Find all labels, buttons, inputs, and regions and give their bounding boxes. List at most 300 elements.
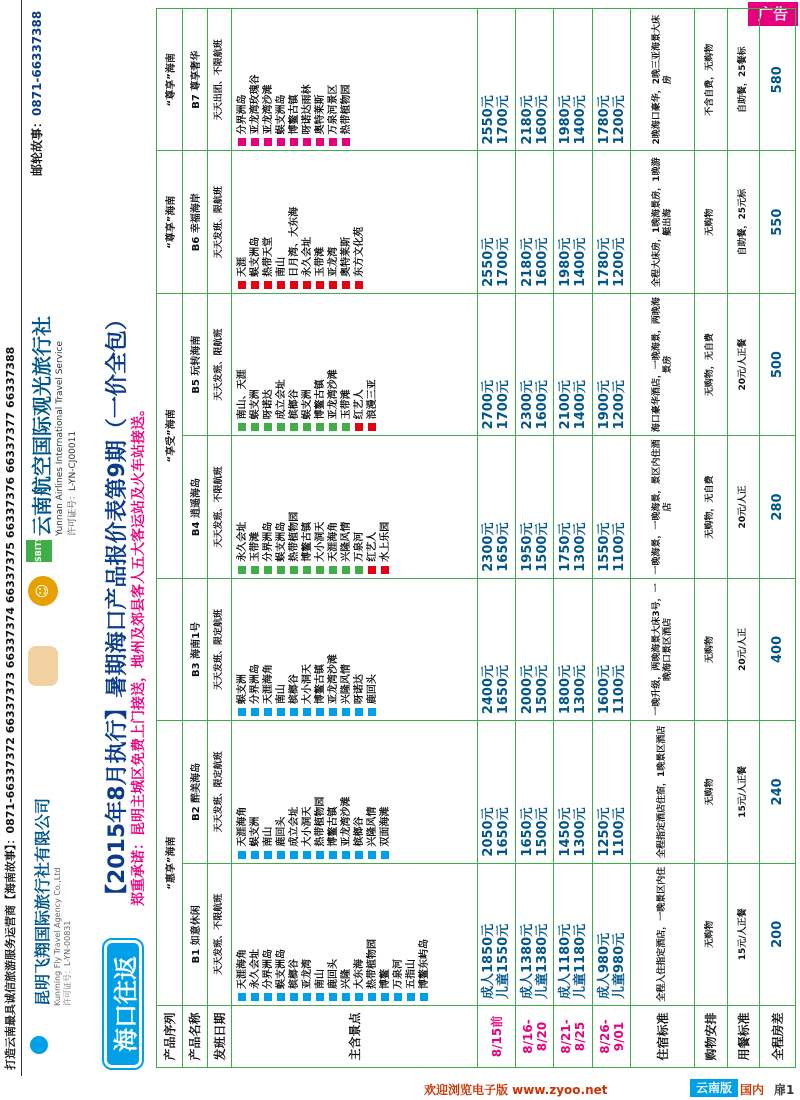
footer xyxy=(0,1078,800,1100)
child-price: 1100元 xyxy=(611,664,627,715)
spot-item xyxy=(327,155,340,288)
meal-cell: 20元/人正餐 xyxy=(727,293,759,435)
supplement-cell: 500 xyxy=(759,293,795,435)
spot-name: 亚龙湾沙滩 xyxy=(327,654,339,705)
bullet-square-icon xyxy=(368,851,376,859)
spot-name: 热带植物园 xyxy=(288,511,300,562)
child-price: 1500元 xyxy=(534,664,550,715)
date-cell: 8/15前 xyxy=(477,1006,515,1068)
child-price: 1700元 xyxy=(496,95,512,145)
spot-item xyxy=(288,440,301,573)
bullet-square-icon xyxy=(342,993,350,1001)
adult-price: 1900元 xyxy=(596,380,612,430)
shopping-cell: 无购物 xyxy=(695,863,727,1005)
series-xiangshou: “享受”海南 xyxy=(157,293,183,578)
spot-list xyxy=(231,9,477,151)
adult-price: 成人1380元 xyxy=(519,923,535,999)
date-cell: 8/26-9/01 xyxy=(592,1006,630,1068)
spot-item xyxy=(275,13,288,146)
child-price: 儿童980元 xyxy=(611,932,627,999)
product-name: B5 玩转海南 xyxy=(182,293,208,435)
child-price: 1600元 xyxy=(534,380,550,430)
price-cell xyxy=(554,721,592,863)
spot-item xyxy=(314,298,327,431)
spot-name: 南山 xyxy=(314,969,326,989)
shopping-cell: 无购物 xyxy=(695,578,727,720)
spot-item xyxy=(249,583,262,716)
bullet-square-icon xyxy=(238,423,246,431)
label-departure: 发班日期 xyxy=(208,1006,232,1068)
spot-item xyxy=(366,868,379,1001)
spot-item xyxy=(236,440,249,573)
spot-name: 槟榔谷 xyxy=(288,674,300,705)
spot-name: 热带植物园 xyxy=(314,796,326,847)
spot-list xyxy=(231,578,477,720)
spot-name: 分界洲岛 xyxy=(262,521,274,562)
spot-name: 分界洲岛 xyxy=(249,664,261,705)
spot-item xyxy=(353,440,366,573)
spot-name: 蜈支洲岛 xyxy=(275,94,287,135)
spot-item xyxy=(314,725,327,858)
spot-name: 永久会址 xyxy=(236,521,248,562)
departure: 天天出团、不限航班 xyxy=(208,9,232,151)
bullet-square-icon xyxy=(238,993,246,1001)
bullet-square-icon xyxy=(316,708,324,716)
product-name: B2 醉美海岛 xyxy=(182,721,208,863)
price-cell xyxy=(516,151,554,293)
series-huixiang: “惠享”海南 xyxy=(157,721,183,1006)
bullet-square-icon xyxy=(238,708,246,716)
spot-name: 成立会址 xyxy=(288,806,300,847)
supplement-cell: 550 xyxy=(759,151,795,293)
adult-price: 1650元 xyxy=(519,807,535,857)
spot-name: 双面海滩 xyxy=(379,806,391,847)
bullet-square-icon xyxy=(316,851,324,859)
bullet-square-icon xyxy=(329,423,337,431)
spot-item xyxy=(262,868,275,1001)
spot-item xyxy=(314,868,327,1001)
bullet-square-icon xyxy=(251,138,259,146)
bullet-square-icon xyxy=(290,281,298,289)
lodging-cell: 2晚海口豪华，2晚三亚海景大床房 xyxy=(631,9,695,151)
spot-name: 蜈支洲 xyxy=(249,816,261,847)
spot-name: 亚龙湾玫瑰谷 xyxy=(249,74,261,135)
spot-item xyxy=(353,155,366,288)
spot-name: 博鳌古镇 xyxy=(288,94,300,135)
bullet-square-icon xyxy=(342,138,350,146)
spot-item xyxy=(236,298,249,431)
bullet-square-icon xyxy=(407,993,415,1001)
spot-item xyxy=(236,868,249,1001)
bullet-square-icon xyxy=(290,993,298,1001)
spot-name: 天涯海角 xyxy=(262,664,274,705)
spot-name: 槟榔谷 xyxy=(353,816,365,847)
product-name: B6 幸福海岸 xyxy=(182,151,208,293)
adult-price: 1250元 xyxy=(596,807,612,857)
spot-name: 大小洞天 xyxy=(301,664,313,705)
spot-item xyxy=(366,440,379,573)
spot-item xyxy=(327,868,340,1001)
bullet-square-icon xyxy=(329,138,337,146)
lodging-cell: 海口豪华酒店，一晚海景，两晚海景房 xyxy=(631,293,695,435)
spot-item xyxy=(275,583,288,716)
spot-item xyxy=(340,155,353,288)
bullet-square-icon xyxy=(420,993,428,1001)
spot-item xyxy=(249,725,262,858)
spot-name: 兴隆 xyxy=(340,969,352,989)
bullet-square-icon xyxy=(277,138,285,146)
shopping-cell: 不含自费，无购物 xyxy=(695,9,727,151)
price-cell xyxy=(592,9,630,151)
bullet-square-icon xyxy=(329,993,337,1001)
spot-name: 亚龙湾沙滩 xyxy=(327,369,339,420)
spot-name: 博鳌古镇 xyxy=(314,664,326,705)
spot-item xyxy=(301,440,314,573)
spot-name: 鹿回头 xyxy=(275,816,287,847)
bullet-square-icon xyxy=(316,993,324,1001)
spot-item xyxy=(236,725,249,858)
shopping-cell: 无购物 xyxy=(695,151,727,293)
spot-item xyxy=(340,440,353,573)
spot-item xyxy=(340,13,353,146)
spot-item xyxy=(275,868,288,1001)
adult-price: 1550元 xyxy=(596,522,612,572)
product-name: B1 如意休闲 xyxy=(182,863,208,1005)
adult-price: 2550元 xyxy=(481,95,497,145)
spot-name: 呀诺达 xyxy=(262,389,274,420)
spot-name: 日月湾、大东海 xyxy=(288,206,300,277)
spot-item xyxy=(392,868,405,1001)
spot-item xyxy=(301,298,314,431)
bullet-square-icon xyxy=(238,281,246,289)
bullet-square-icon xyxy=(303,138,311,146)
spot-item xyxy=(366,583,379,716)
spot-list xyxy=(231,721,477,863)
spot-item xyxy=(262,725,275,858)
spot-item xyxy=(418,868,431,1001)
child-price: 1100元 xyxy=(611,522,627,572)
price-cell xyxy=(477,9,515,151)
spot-name: 蜈支洲岛 xyxy=(275,949,287,989)
spot-list xyxy=(231,151,477,293)
spot-name: 分界洲岛 xyxy=(262,949,274,989)
spot-name: 天涯 xyxy=(236,256,248,277)
adult-price: 2000元 xyxy=(519,664,535,715)
spot-item xyxy=(327,440,340,573)
spot-name: 大小洞天 xyxy=(314,521,326,562)
bullet-square-icon xyxy=(290,566,298,574)
price-cell xyxy=(477,721,515,863)
spot-item xyxy=(249,155,262,288)
bullet-square-icon xyxy=(251,708,259,716)
departure: 天天发班、不限航班 xyxy=(208,863,232,1005)
supplement-cell: 280 xyxy=(759,436,795,578)
spot-item xyxy=(340,725,353,858)
child-price: 1700元 xyxy=(496,380,512,430)
product-name: B4 逍遥海岛 xyxy=(182,436,208,578)
product-name: B3 海南1号 xyxy=(182,578,208,720)
spot-item xyxy=(262,13,275,146)
price-cell xyxy=(554,578,592,720)
spot-name: 永久会址 xyxy=(301,236,313,277)
adult-price: 2300元 xyxy=(481,522,497,572)
shopping-cell: 无购物 xyxy=(695,721,727,863)
mail-phone: 邮轮故事：0871-66337388 xyxy=(30,10,44,176)
spot-name: 热带植物园 xyxy=(340,84,352,135)
bullet-square-icon xyxy=(355,993,363,1001)
price-cell xyxy=(554,151,592,293)
spot-item xyxy=(236,13,249,146)
spot-name: 南山、天涯 xyxy=(236,369,248,420)
departure: 天天发班、不限航班 xyxy=(208,436,232,578)
spot-item xyxy=(314,13,327,146)
spot-item xyxy=(275,155,288,288)
label-main-spots: 主含景点 xyxy=(231,1006,477,1068)
spot-item xyxy=(379,725,392,858)
meal-cell: 自助餐，25元标 xyxy=(727,151,759,293)
adult-price: 成人980元 xyxy=(596,932,612,999)
spot-item xyxy=(249,298,262,431)
price-cell xyxy=(516,863,554,1005)
adult-price: 1800元 xyxy=(558,664,574,715)
child-price: 儿童1180元 xyxy=(573,923,589,999)
spot-name: 浪漫三亚 xyxy=(366,379,378,420)
spot-item xyxy=(288,13,301,146)
child-price: 1650元 xyxy=(496,807,512,857)
spot-name: 大小洞天 xyxy=(301,806,313,847)
child-price: 1400元 xyxy=(573,237,589,287)
spot-name: 奥特莱斯 xyxy=(340,236,352,277)
label-product-series: 产品序列 xyxy=(157,1006,183,1068)
bullet-square-icon xyxy=(290,851,298,859)
spot-item xyxy=(236,583,249,716)
product-name: B7 尊享奢华 xyxy=(182,9,208,151)
price-cell xyxy=(477,436,515,578)
spot-name: 热带天堂 xyxy=(262,236,274,277)
bullet-square-icon xyxy=(381,566,389,574)
spot-item xyxy=(340,868,353,1001)
spot-item xyxy=(249,868,262,1001)
spot-name: 兴隆风情 xyxy=(340,664,352,705)
spot-name: 南山 xyxy=(275,256,287,277)
adult-price: 1750元 xyxy=(558,522,574,572)
bullet-square-icon xyxy=(342,851,350,859)
spot-name: 蜈支洲 xyxy=(249,389,261,420)
bullet-square-icon xyxy=(290,708,298,716)
adult-price: 1600元 xyxy=(596,664,612,715)
spot-item xyxy=(353,868,366,1001)
child-price: 1650元 xyxy=(496,522,512,572)
spot-item xyxy=(314,440,327,573)
spot-name: 亚龙湾沙滩 xyxy=(340,796,352,847)
spot-name: 槟榔谷 xyxy=(288,389,300,420)
lodging-cell: 全程入住指定酒店，一晚景区内住 xyxy=(631,863,695,1005)
spot-item xyxy=(262,440,275,573)
adult-price: 成人1850元 xyxy=(481,923,497,999)
spot-name: 天涯海角 xyxy=(327,521,339,562)
bullet-square-icon xyxy=(329,566,337,574)
supplement-cell: 240 xyxy=(759,721,795,863)
meal-cell: 15元/人正餐 xyxy=(727,721,759,863)
departure: 天天发班、限定航班 xyxy=(208,578,232,720)
bullet-square-icon xyxy=(342,708,350,716)
adult-price: 2180元 xyxy=(519,95,535,145)
spot-item xyxy=(288,155,301,288)
spot-item xyxy=(314,583,327,716)
meal-cell: 自助餐，25餐标 xyxy=(727,9,759,151)
supplement-cell: 200 xyxy=(759,863,795,1005)
bullet-square-icon xyxy=(303,993,311,1001)
child-price: 1100元 xyxy=(611,807,627,857)
label-product-name: 产品名称 xyxy=(182,1006,208,1068)
departure: 天天发班、限定航班 xyxy=(208,721,232,863)
bullet-square-icon xyxy=(355,708,363,716)
child-price: 1600元 xyxy=(534,95,550,145)
price-cell xyxy=(592,578,630,720)
browse-link[interactable]: 欢迎浏览电子版 www.zyoo.net xyxy=(424,1083,608,1097)
spot-name: 南山 xyxy=(275,684,287,705)
flight-logo-icon xyxy=(30,1036,48,1054)
spot-name: 呀诺达 xyxy=(353,674,365,705)
spot-name: 蜈支洲 xyxy=(236,674,248,705)
price-cell xyxy=(516,436,554,578)
bullet-square-icon xyxy=(290,423,298,431)
price-cell xyxy=(516,9,554,151)
meal-cell: 15元/人正餐 xyxy=(727,863,759,1005)
spot-item xyxy=(249,440,262,573)
spot-name: 成立会址 xyxy=(275,379,287,420)
price-cell xyxy=(516,721,554,863)
price-cell xyxy=(592,721,630,863)
bullet-square-icon xyxy=(277,423,285,431)
bullet-square-icon xyxy=(277,851,285,859)
adult-price: 1450元 xyxy=(558,807,574,857)
spot-name: 永久会址 xyxy=(249,949,261,989)
child-price: 1500元 xyxy=(534,807,550,857)
spot-name: 玉带滩 xyxy=(314,246,326,277)
spot-item xyxy=(301,155,314,288)
bullet-square-icon xyxy=(251,423,259,431)
spot-list xyxy=(231,863,477,1005)
spot-name: 博鳌古镇 xyxy=(314,379,326,420)
spot-item xyxy=(379,868,392,1001)
spot-name: 天涯海角 xyxy=(236,806,248,847)
price-cell xyxy=(477,151,515,293)
mascot-icon xyxy=(28,646,58,686)
spot-name: 天涯海角 xyxy=(236,949,248,989)
price-cell xyxy=(554,436,592,578)
spot-name: 万泉河 xyxy=(353,531,365,562)
spot-name: 亚龙湾沙滩 xyxy=(262,84,274,135)
spot-item xyxy=(353,298,366,431)
spot-item xyxy=(340,583,353,716)
bullet-square-icon xyxy=(303,281,311,289)
adult-price: 1780元 xyxy=(596,237,612,287)
child-price: 1500元 xyxy=(534,522,550,572)
series-zunxiang: “尊享”海南 xyxy=(157,151,183,293)
child-price: 1650元 xyxy=(496,664,512,715)
spot-item xyxy=(301,725,314,858)
spot-item xyxy=(366,725,379,858)
spot-item xyxy=(327,298,340,431)
bullet-square-icon xyxy=(355,851,363,859)
drum-icon: ☺ xyxy=(28,576,58,606)
label-single-supplement: 全程房差 xyxy=(759,1006,795,1068)
bullet-square-icon xyxy=(303,423,311,431)
price-cell xyxy=(592,293,630,435)
bullet-square-icon xyxy=(329,708,337,716)
round-trip-badge: 海口往返 xyxy=(104,940,142,1068)
spot-item xyxy=(275,298,288,431)
bullet-square-icon xyxy=(238,138,246,146)
price-cell xyxy=(554,9,592,151)
child-price: 1600元 xyxy=(534,237,550,287)
price-cell xyxy=(592,436,630,578)
lodging-cell: 全程大床房，1晚海景房，1晚游艇出海 xyxy=(631,151,695,293)
bullet-square-icon xyxy=(290,138,298,146)
spot-item xyxy=(353,583,366,716)
child-price: 1400元 xyxy=(573,95,589,145)
price-cell xyxy=(592,151,630,293)
bullet-square-icon xyxy=(264,138,272,146)
child-price: 1400元 xyxy=(573,380,589,430)
spot-item xyxy=(314,155,327,288)
bullet-square-icon xyxy=(238,566,246,574)
bullet-square-icon xyxy=(316,423,324,431)
spot-item xyxy=(288,298,301,431)
adult-price: 2550元 xyxy=(481,237,497,287)
departure: 天天发班、限航班 xyxy=(208,151,232,293)
child-price: 1200元 xyxy=(611,237,627,287)
price-cell xyxy=(477,578,515,720)
price-cell xyxy=(516,293,554,435)
spot-name: 博鳌东屿岛 xyxy=(418,939,430,989)
header xyxy=(0,0,146,1076)
company2: 云南航空国际观光旅行社 Yunnan Airlines International Travel Service 许可证号：L-YN-CJ00011 xyxy=(30,316,78,536)
bullet-square-icon xyxy=(355,281,363,289)
lodging-cell: 全程指定酒店住宿，1晚景区酒店 xyxy=(631,721,695,863)
bullet-square-icon xyxy=(355,566,363,574)
subtitle: 郑重承诺：昆明主城区免费上门接送，地州及郊县客人五大客运站及火车站接送。 xyxy=(131,402,147,906)
child-price: 1200元 xyxy=(611,380,627,430)
lodging-cell: 一晚升级，两晚海景大床3号，一晚海口景区酒店 xyxy=(631,578,695,720)
shopping-cell: 无购物，无自费 xyxy=(695,436,727,578)
child-price: 1300元 xyxy=(573,807,589,857)
spot-name: 蜈支洲岛 xyxy=(275,521,287,562)
date-cell: 8/16-8/20 xyxy=(516,1006,554,1068)
departure: 天天发班、限航班 xyxy=(208,293,232,435)
spot-name: 分界洲岛 xyxy=(236,94,248,135)
spot-item xyxy=(327,13,340,146)
spot-name: 红艺人 xyxy=(353,389,365,420)
bullet-square-icon xyxy=(264,851,272,859)
spot-name: 红艺人 xyxy=(366,531,378,562)
adult-price: 2400元 xyxy=(481,664,497,715)
spot-item xyxy=(249,13,262,146)
bullet-square-icon xyxy=(303,566,311,574)
spot-name: 兴隆风情 xyxy=(340,521,352,562)
spot-name: 五指山 xyxy=(405,959,417,989)
bullet-square-icon xyxy=(368,993,376,1001)
spot-name: 热带植物园 xyxy=(366,939,378,989)
spot-name: 蜈支洲 xyxy=(301,389,313,420)
page-title: 【2015年8月执行】暑期海口产品报价表第9期（一价全包） xyxy=(105,308,130,906)
bullet-square-icon xyxy=(381,993,389,1001)
price-cell xyxy=(477,293,515,435)
bullet-square-icon xyxy=(329,851,337,859)
spot-item xyxy=(366,298,379,431)
spot-name: 万泉河 xyxy=(392,959,404,989)
